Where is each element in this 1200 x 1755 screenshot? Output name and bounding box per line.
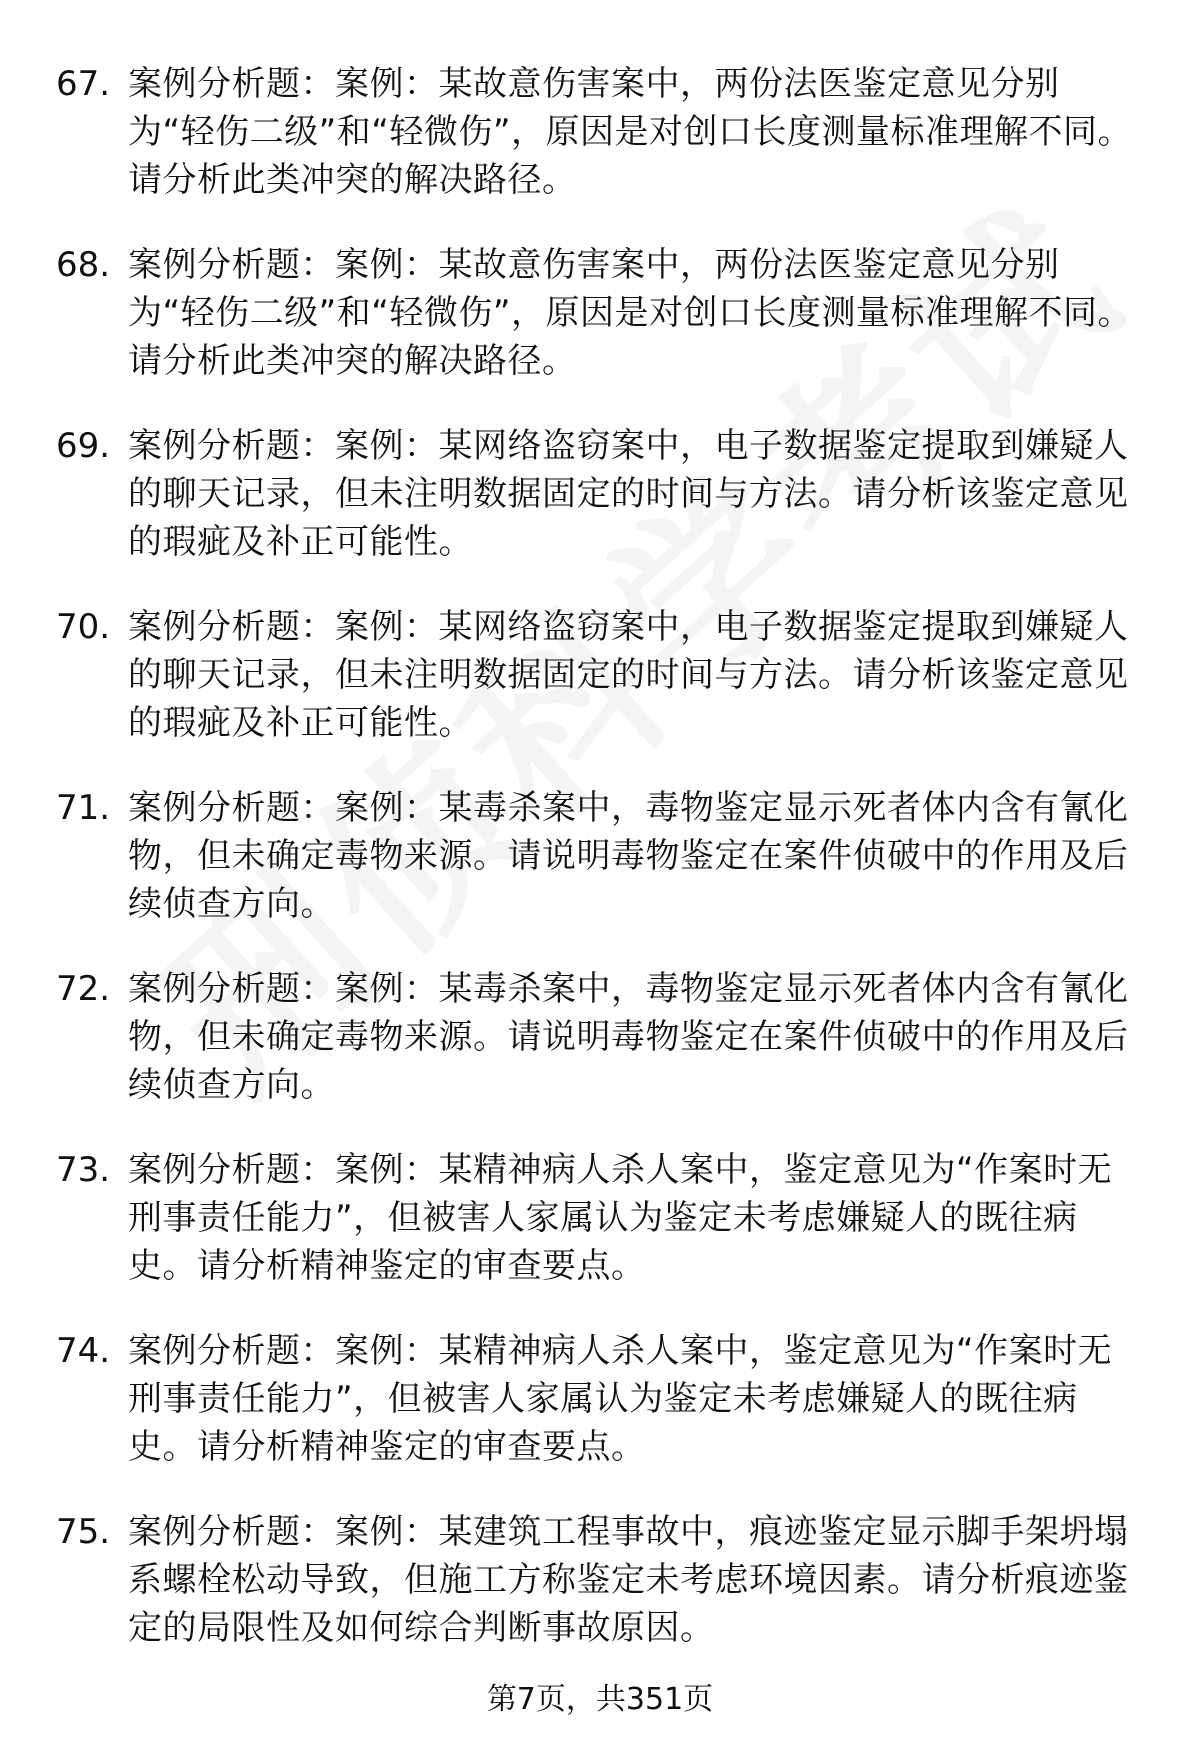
question-text: 案例分析题：案例：某毒杀案中，毒物鉴定显示死者体内含有氰化物，但未确定毒物来源。请说明毒物鉴定在案件侦破中的作用及后续侦查方向。 (128, 969, 1129, 1105)
question-text: 案例分析题：案例：某精神病人杀人案中，鉴定意见为“作案时无刑事责任能力”，但被害人家属认为鉴定未考虑嫌疑人的既往病史。请分析精神鉴定的审查要点。 (128, 1150, 1113, 1286)
question-number: 68. (56, 245, 111, 285)
question-text: 案例分析题：案例：某毒杀案中，毒物鉴定显示死者体内含有氰化物，但未确定毒物来源。请说明毒物鉴定在案件侦破中的作用及后续侦查方向。 (128, 788, 1129, 924)
question-number: 69. (56, 426, 111, 466)
question-text: 案例分析题：案例：某精神病人杀人案中，鉴定意见为“作案时无刑事责任能力”，但被害人家属认为鉴定未考虑嫌疑人的既往病史。请分析精神鉴定的审查要点。 (128, 1331, 1113, 1467)
question-number: 72. (56, 969, 111, 1009)
question-item (0, 60, 1200, 241)
question-number: 67. (56, 64, 111, 104)
question-item (0, 1327, 1200, 1508)
question-text: 案例分析题：案例：某网络盗窃案中，电子数据鉴定提取到嫌疑人的聊天记录，但未注明数据固定的时间与方法。请分析该鉴定意见的瑕疵及补正可能性。 (128, 426, 1129, 562)
question-item (0, 241, 1200, 422)
question-list (0, 60, 1200, 1689)
question-item (0, 422, 1200, 603)
question-item (0, 965, 1200, 1146)
question-text: 案例分析题：案例：某故意伤害案中，两份法医鉴定意见分别为“轻伤二级”和“轻微伤”，原因是对创口长度测量标准理解不同。请分析此类冲突的解决路径。 (128, 64, 1132, 200)
question-item (0, 603, 1200, 784)
question-number: 74. (56, 1331, 111, 1371)
page-footer: 第7页，共351页 (486, 1682, 714, 1717)
question-text: 案例分析题：案例：某建筑工程事故中，痕迹鉴定显示脚手架坍塌系螺栓松动导致，但施工方称鉴定未考虑环境因素。请分析痕迹鉴定的局限性及如何综合判断事故原因。 (128, 1512, 1129, 1648)
question-text: 案例分析题：案例：某故意伤害案中，两份法医鉴定意见分别为“轻伤二级”和“轻微伤”，原因是对创口长度测量标准理解不同。请分析此类冲突的解决路径。 (128, 245, 1132, 381)
question-number: 71. (56, 788, 111, 828)
question-number: 73. (56, 1150, 111, 1190)
question-number: 75. (56, 1512, 111, 1552)
question-item (0, 1146, 1200, 1327)
question-text: 案例分析题：案例：某网络盗窃案中，电子数据鉴定提取到嫌疑人的聊天记录，但未注明数据固定的时间与方法。请分析该鉴定意见的瑕疵及补正可能性。 (128, 607, 1129, 743)
question-item (0, 784, 1200, 965)
question-item (0, 1508, 1200, 1689)
question-number: 70. (56, 607, 111, 647)
